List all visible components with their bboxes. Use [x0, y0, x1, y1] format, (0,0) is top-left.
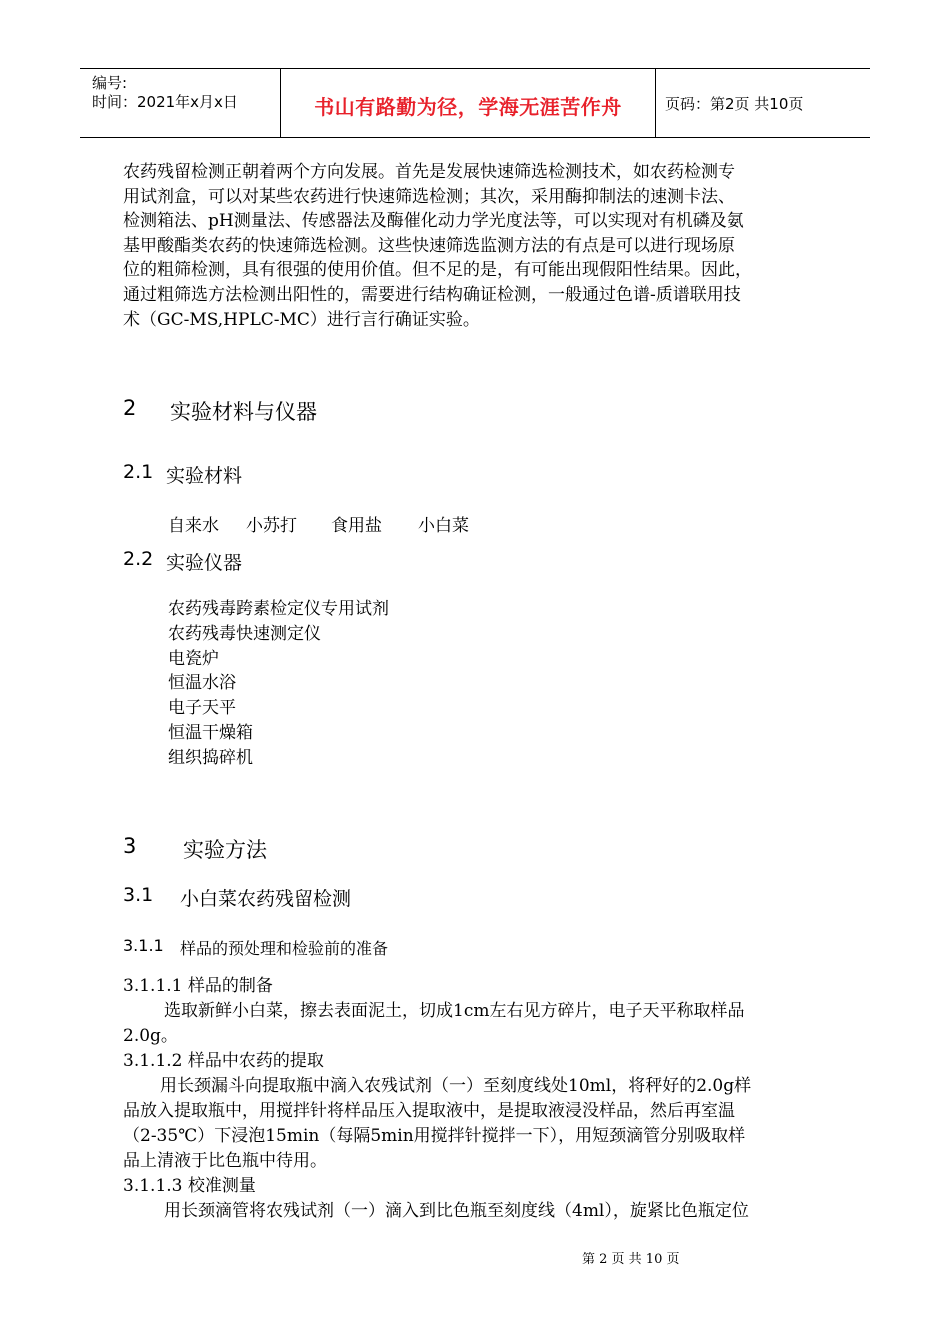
paragraph-line: 用长颈滴管将农残试剂（一）滴入到比色瓶至刻度线（4ml），旋紧比色瓶定位 — [164, 1201, 749, 1221]
paragraph-line: 基甲酸酯类农药的快速筛选检测。这些快速筛选监测方法的有点是可以进行现场原 — [123, 235, 735, 256]
section-2-1-number: 2.1 — [123, 461, 154, 483]
paragraph-line: 2.0g。 — [123, 1026, 178, 1046]
paragraph-line: 位的粗筛检测，具有很强的使用价值。但不足的是，有可能出现假阳性结果。因此， — [123, 260, 752, 281]
section-3-title: 实验方法 — [183, 838, 267, 862]
intro-paragraph — [123, 160, 839, 332]
paragraph-line: 品放入提取瓶中，用搅拌针将样品压入提取液中，是提取液浸没样品，然后再室温 — [123, 1101, 735, 1121]
paragraph-line: 用试剂盒，可以对某些农药进行快速筛选检测；其次，采用酶抑制法的速测卡法、 — [123, 186, 735, 207]
paragraph-line: 品上清液于比色瓶中待用。 — [123, 1151, 327, 1171]
instrument-item: 恒温水浴 — [168, 673, 236, 694]
paragraph-line: （2-35℃）下浸泡15min（每隔5min用搅拌针搅拌一下），用短颈滴管分别吸取样 — [123, 1126, 746, 1146]
section-3-1-1-2-heading: 3.1.1.2 样品中农药的提取 — [123, 1051, 324, 1071]
instrument-list — [168, 597, 389, 771]
section-3-1-number: 3.1 — [123, 884, 154, 906]
instrument-item: 电子天平 — [168, 698, 236, 719]
paragraph-line: 检测箱法、pH测量法、传感器法及酶催化动力学光度法等，可以实现对有机磷及氨 — [123, 211, 744, 232]
section-3-1-1-3-heading: 3.1.1.3 校准测量 — [123, 1176, 256, 1196]
instrument-item: 农药残毒快速测定仪 — [168, 623, 321, 644]
material-item: 小白菜 — [418, 516, 469, 536]
material-item: 小苏打 — [246, 516, 297, 536]
page-footer: 第 2 页 共 10 页 — [582, 1252, 680, 1267]
material-item: 食用盐 — [331, 516, 382, 536]
paragraph-line: 通过粗筛选方法检测出阳性的，需要进行结构确证检测，一般通过色谱-质谱联用技 — [123, 284, 741, 305]
paragraph-line: 术（GC-MS,HPLC-MC）进行言行确证实验。 — [123, 309, 480, 330]
page-header — [80, 68, 870, 138]
instrument-item: 组织捣碎机 — [168, 747, 253, 768]
paragraph-line: 农药残留检测正朝着两个方向发展。首先是发展快速筛选检测技术，如农药检测专 — [123, 162, 735, 182]
section-3-number: 3 — [123, 834, 137, 858]
instrument-item: 恒温干燥箱 — [168, 722, 253, 743]
header-motto: 书山有路勤为径，学海无涯苦作舟 — [314, 95, 622, 119]
section-3-1-1-title: 样品的预处理和检验前的准备 — [180, 939, 389, 958]
document-number-label: 编号: — [92, 74, 128, 92]
paragraph-line: 选取新鲜小白菜，擦去表面泥土，切成1cm左右见方碎片，电子天平称取样品 — [164, 1001, 745, 1021]
section-3-1-title: 小白菜农药残留检测 — [180, 888, 352, 910]
instrument-item: 电瓷炉 — [168, 648, 219, 669]
material-item: 自来水 — [168, 516, 219, 536]
section-2-title: 实验材料与仪器 — [170, 400, 317, 424]
section-2-2-number: 2.2 — [123, 548, 154, 570]
header-page-cell — [655, 69, 870, 137]
header-motto-cell — [280, 69, 656, 137]
instrument-item: 农药残毒跨素检定仪专用试剂 — [168, 599, 389, 619]
section-3-1-1-number: 3.1.1 — [123, 936, 164, 955]
document-date: 时间：2021年x月x日 — [92, 93, 238, 111]
section-3-1-1-1-heading: 3.1.1.1 样品的制备 — [123, 976, 273, 996]
section-2-number: 2 — [123, 396, 137, 420]
section-2-1-title: 实验材料 — [166, 465, 243, 487]
section-2-2-title: 实验仪器 — [166, 552, 243, 574]
header-page-info: 页码：第2页 共10页 — [665, 95, 804, 113]
paragraph-line: 用长颈漏斗向提取瓶中滴入农残试剂（一）至刻度线处10ml，将秤好的2.0g样 — [160, 1076, 752, 1096]
header-meta-cell — [80, 69, 280, 137]
